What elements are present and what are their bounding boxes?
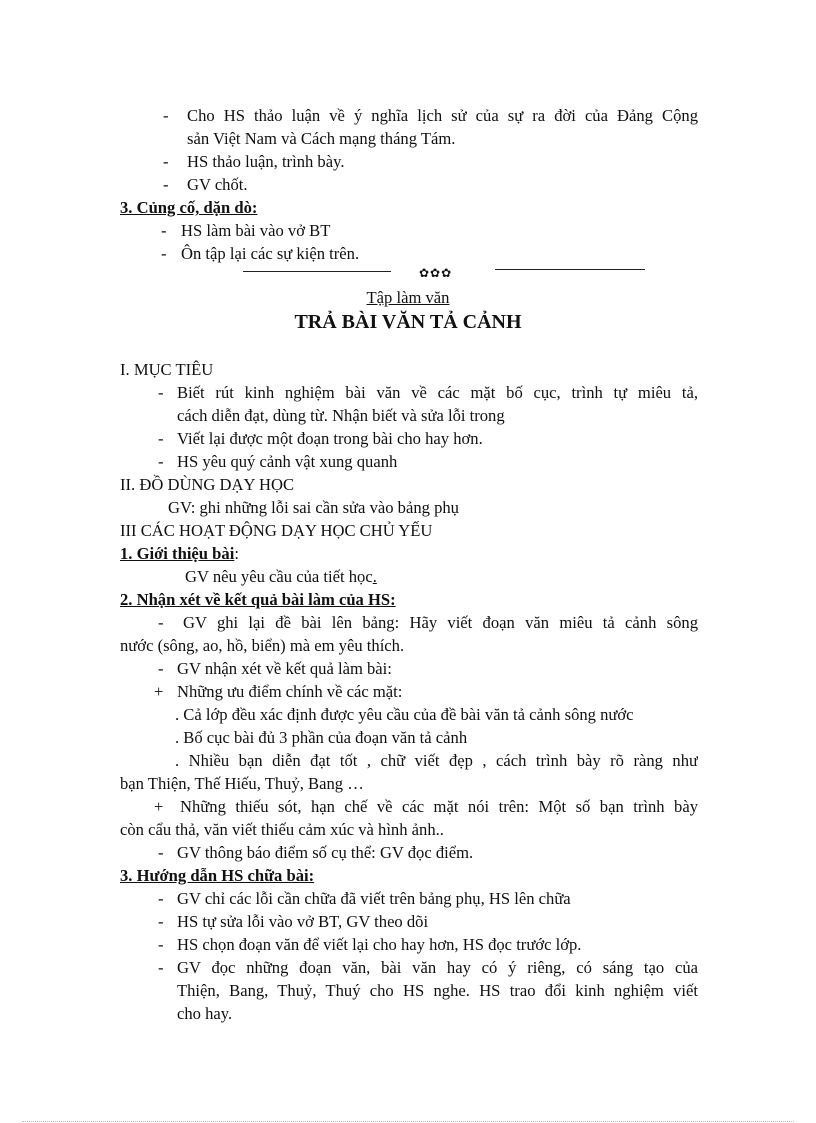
correction-2: HS tự sửa lỗi vào vở BT, GV theo dõi — [177, 912, 429, 931]
review-bullet: Ôn tập lại các sự kiện trên. — [181, 244, 360, 263]
bullet-dash: - — [163, 175, 169, 194]
strength-1: . Cả lớp đều xác định được yêu cầu của đề bài văn tả cảnh sông nước — [175, 705, 634, 724]
bullet-dash: - — [163, 106, 169, 125]
present-bullet: HS thảo luận, trình bày. — [187, 152, 345, 171]
objectives-heading: I. MỤC TIÊU — [120, 360, 214, 379]
bullet-plus: + — [154, 682, 164, 701]
discussion-bullet-line2: sản Việt Nam và Cách mạng tháng Tám. — [187, 129, 456, 148]
assignment-line1: GV ghi lại đề bài lên bảng: Hãy viết đoạn văn miêu tả cảnh sông — [183, 613, 698, 632]
objective-1-line2: cách diễn đạt, dùng từ. Nhận biết và sửa lỗi trong — [177, 406, 505, 425]
strength-2: . Bố cục bài đủ 3 phần của đoạn văn tả cảnh — [175, 728, 468, 747]
correction-4-line3: cho hay. — [177, 1004, 233, 1023]
correction-4-line1: GV đọc những đoạn văn, bài văn hay có ý riêng, có sáng tạo của — [177, 958, 698, 977]
section-heading-corrections: 3. Hướng dẫn HS chữa bài: — [120, 866, 315, 885]
correction-4-line2: Thiện, Bang, Thuỷ, Thuý cho HS nghe. HS trao đổi kinh nghiệm viết — [177, 981, 698, 1000]
bullet-dash: - — [158, 452, 164, 471]
bullet-dash: - — [158, 912, 164, 931]
bullet-dash: - — [158, 659, 164, 678]
section-heading-introduction: 1. Giới thiệu bài: — [120, 544, 239, 563]
subject-label: Tập làm văn — [366, 288, 450, 307]
strengths-heading: Những ưu điểm chính về các mặt: — [177, 682, 403, 701]
bullet-dash: - — [158, 889, 164, 908]
materials-heading: II. ĐỒ DÙNG DẠY HỌC — [120, 475, 295, 494]
section-heading-results: 2. Nhận xét về kết quả bài làm của HS: — [120, 590, 396, 609]
section-heading-consolidation: 3. Củng cố, dặn dò: — [120, 198, 258, 217]
objective-1-line1: Biết rút kinh nghiệm bài văn về các mặt bố cục, trình tự miêu tả, — [177, 383, 698, 402]
homework-bullet: HS làm bài vào vở BT — [181, 221, 331, 240]
bullet-dash: - — [158, 958, 164, 977]
lesson-title: TRẢ BÀI VĂN TẢ CẢNH — [294, 311, 522, 333]
conclude-bullet: GV chốt. — [187, 175, 248, 194]
bullet-plus: + — [154, 797, 164, 816]
discussion-bullet-line1: Cho HS thảo luận về ý nghĩa lịch sử của sự ra đời của Đảng Cộng — [187, 106, 698, 125]
page-footer-divider — [22, 1121, 794, 1122]
separator-line-right — [495, 269, 645, 270]
shortcomings-line2: còn cẩu thả, văn viết thiếu cảm xúc và hình ảnh.. — [120, 820, 444, 839]
scores-announcement: GV thông báo điểm số cụ thể: GV đọc điểm. — [177, 843, 474, 862]
correction-3: HS chọn đoạn văn để viết lại cho hay hơn, HS đọc trước lớp. — [177, 935, 582, 954]
ornament-stars: ✿✿✿ — [419, 266, 453, 280]
objective-2: Viết lại được một đoạn trong bài cho hay hơn. — [177, 429, 483, 448]
bullet-dash: - — [158, 935, 164, 954]
strength-3-line2: bạn Thiện, Thế Hiếu, Thuỷ, Bang … — [120, 774, 364, 793]
introduction-text: GV nêu yêu cầu của tiết học. — [185, 567, 377, 586]
strength-3-line1: . Nhiều bạn diễn đạt tốt , chữ viết đẹp , cách trình bày rõ ràng như — [175, 751, 698, 770]
objective-3: HS yêu quý cảnh vật xung quanh — [177, 452, 398, 471]
bullet-dash: - — [158, 383, 164, 402]
bullet-dash: - — [158, 843, 164, 862]
assignment-line2: nước (sông, ao, hồ, biển) mà em yêu thích. — [120, 636, 405, 655]
bullet-dash: - — [161, 244, 167, 263]
separator-line-left — [243, 271, 391, 272]
bullet-dash: - — [161, 221, 167, 240]
shortcomings-line1: Những thiếu sót, hạn chế về các mặt nói trên: Một số bạn trình bày — [180, 797, 698, 816]
correction-1: GV chỉ các lỗi cần chữa đã viết trên bảng phụ, HS lên chữa — [177, 889, 571, 908]
bullet-dash: - — [158, 613, 164, 632]
teacher-feedback: GV nhận xét về kết quả làm bài: — [177, 659, 392, 678]
bullet-dash: - — [163, 152, 169, 171]
activities-heading: III CÁC HOẠT ĐỘNG DẠY HỌC CHỦ YẾU — [120, 521, 433, 540]
bullet-dash: - — [158, 429, 164, 448]
materials-item: GV: ghi những lỗi sai cần sửa vào bảng phụ — [168, 498, 459, 517]
